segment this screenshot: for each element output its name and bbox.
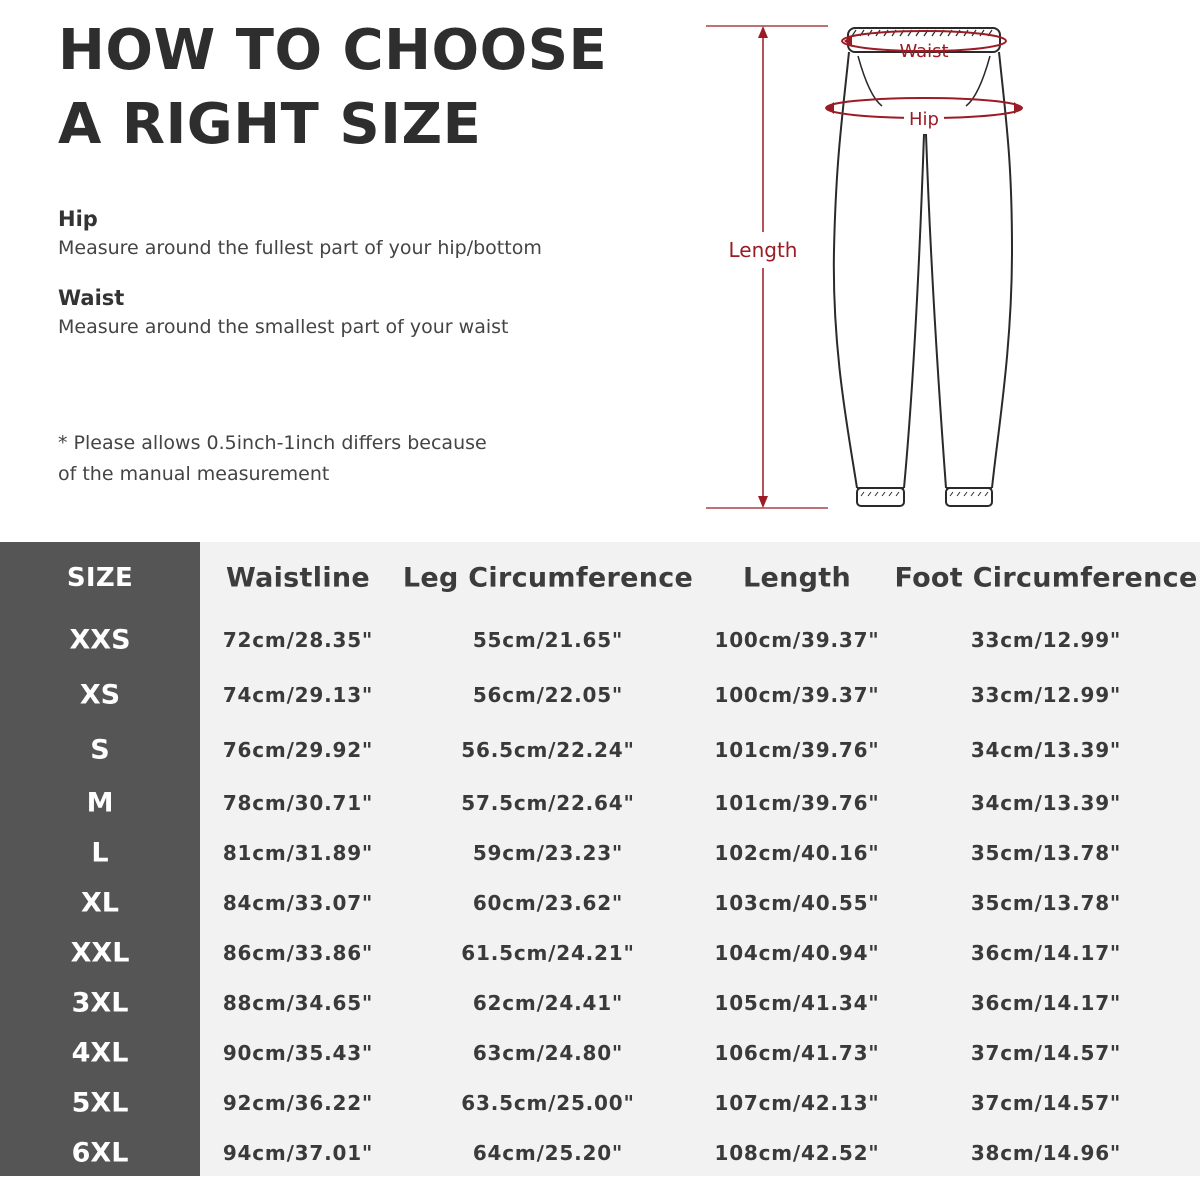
header-size: SIZE <box>66 563 134 593</box>
cell-leg-circumference: 62cm/24.41" <box>472 991 624 1015</box>
measurement-note <box>58 428 618 490</box>
size-label: M <box>86 787 114 819</box>
header-leg-circumference: Leg Circumference <box>402 562 694 594</box>
hip-label: Hip <box>909 109 939 130</box>
page-title-line-2: A RIGHT SIZE <box>58 92 482 157</box>
cell-leg-circumference: 57.5cm/22.64" <box>461 791 635 815</box>
cell-foot-circumference: 35cm/13.78" <box>970 891 1122 915</box>
waist-measure-instruction <box>58 283 658 341</box>
cell-length: 108cm/42.52" <box>714 1141 880 1165</box>
size-label: 6XL <box>71 1137 129 1169</box>
size-label: S <box>90 734 110 766</box>
hip-description: Measure around the fullest part of your hip/bottom <box>58 237 542 259</box>
hip-heading: Hip <box>58 207 98 231</box>
cell-waistline: 92cm/36.22" <box>222 1091 374 1115</box>
pants-measurement-diagram <box>700 18 1040 518</box>
cell-leg-circumference: 64cm/25.20" <box>472 1141 624 1165</box>
cell-foot-circumference: 34cm/13.39" <box>970 791 1122 815</box>
header-foot-circumference: Foot Circumference <box>894 562 1198 594</box>
cell-waistline: 72cm/28.35" <box>222 628 374 652</box>
cell-waistline: 88cm/34.65" <box>222 991 374 1015</box>
page-title <box>58 14 678 162</box>
cell-waistline: 74cm/29.13" <box>222 683 374 707</box>
cell-waistline: 81cm/31.89" <box>222 841 374 865</box>
cell-foot-circumference: 34cm/13.39" <box>970 738 1122 762</box>
cell-length: 101cm/39.76" <box>714 791 880 815</box>
cell-leg-circumference: 63.5cm/25.00" <box>461 1091 635 1115</box>
cell-waistline: 76cm/29.92" <box>222 738 374 762</box>
cell-length: 102cm/40.16" <box>714 841 880 865</box>
size-label: XL <box>80 887 120 919</box>
cell-length: 104cm/40.94" <box>714 941 880 965</box>
cell-leg-circumference: 63cm/24.80" <box>472 1041 624 1065</box>
cell-waistline: 94cm/37.01" <box>222 1141 374 1165</box>
cell-length: 103cm/40.55" <box>714 891 880 915</box>
length-label: Length <box>728 238 798 262</box>
size-table <box>0 542 1200 1176</box>
cell-foot-circumference: 36cm/14.17" <box>970 991 1122 1015</box>
note-line-2: of the manual measurement <box>58 463 330 485</box>
cell-waistline: 84cm/33.07" <box>222 891 374 915</box>
cell-leg-circumference: 59cm/23.23" <box>472 841 624 865</box>
length-indicator <box>706 26 828 508</box>
size-label: XXL <box>70 937 130 969</box>
waist-label: Waist <box>899 41 949 62</box>
note-line-1: * Please allows 0.5inch-1inch differs because <box>58 432 487 454</box>
size-label: L <box>91 837 109 869</box>
cell-length: 105cm/41.34" <box>714 991 880 1015</box>
waist-description: Measure around the smallest part of your waist <box>58 316 509 338</box>
cell-foot-circumference: 35cm/13.78" <box>970 841 1122 865</box>
cell-foot-circumference: 33cm/12.99" <box>970 628 1122 652</box>
cell-length: 106cm/41.73" <box>714 1041 880 1065</box>
header-length: Length <box>743 562 851 594</box>
cell-foot-circumference: 33cm/12.99" <box>970 683 1122 707</box>
size-label: 3XL <box>71 987 129 1019</box>
cell-foot-circumference: 37cm/14.57" <box>970 1041 1122 1065</box>
cell-foot-circumference: 38cm/14.96" <box>970 1141 1122 1165</box>
cell-length: 100cm/39.37" <box>714 628 880 652</box>
cell-length: 101cm/39.76" <box>714 738 880 762</box>
cell-leg-circumference: 55cm/21.65" <box>472 628 624 652</box>
cell-foot-circumference: 37cm/14.57" <box>970 1091 1122 1115</box>
cell-length: 107cm/42.13" <box>714 1091 880 1115</box>
size-label: XS <box>79 679 121 711</box>
cell-leg-circumference: 56.5cm/22.24" <box>461 738 635 762</box>
cell-leg-circumference: 60cm/23.62" <box>472 891 624 915</box>
cell-leg-circumference: 56cm/22.05" <box>472 683 624 707</box>
page-title-line-1: HOW TO CHOOSE <box>58 18 608 83</box>
size-label: 5XL <box>71 1087 129 1119</box>
hip-measure-instruction <box>58 204 658 262</box>
cell-length: 100cm/39.37" <box>714 683 880 707</box>
cell-foot-circumference: 36cm/14.17" <box>970 941 1122 965</box>
cell-leg-circumference: 61.5cm/24.21" <box>461 941 635 965</box>
cell-waistline: 90cm/35.43" <box>222 1041 374 1065</box>
size-label: XXS <box>69 624 131 656</box>
cell-waistline: 78cm/30.71" <box>222 791 374 815</box>
header-waistline: Waistline <box>225 562 371 594</box>
size-label: 4XL <box>71 1037 129 1069</box>
hip-indicator <box>826 98 1022 130</box>
cell-waistline: 86cm/33.86" <box>222 941 374 965</box>
waist-heading: Waist <box>58 286 125 310</box>
